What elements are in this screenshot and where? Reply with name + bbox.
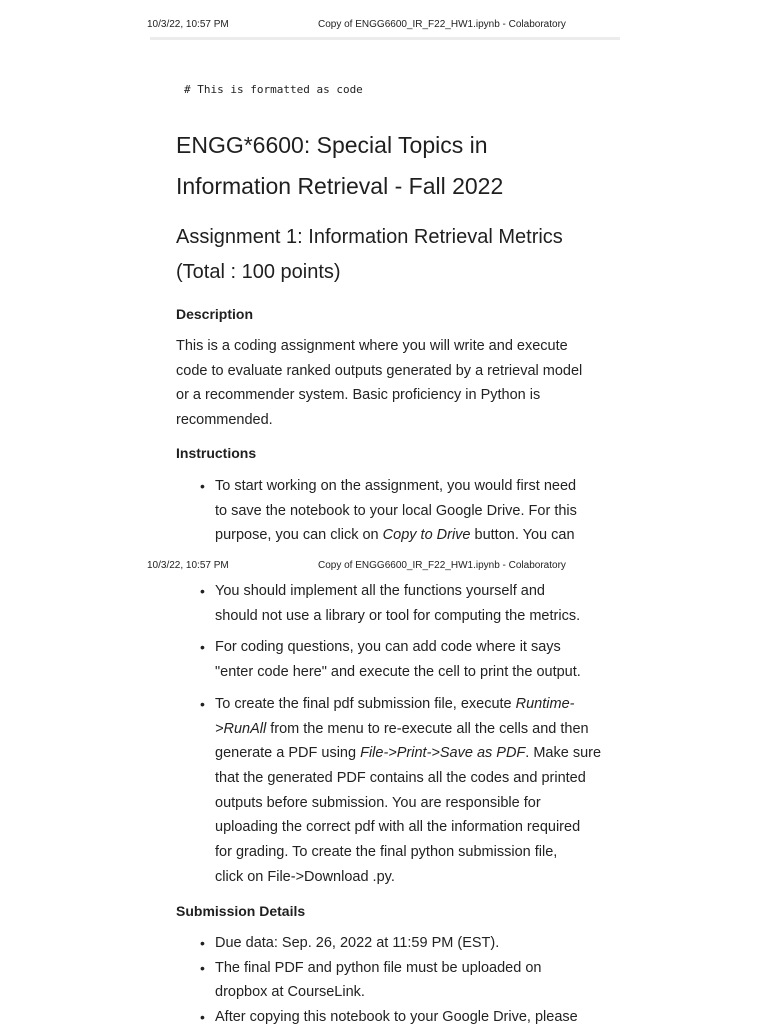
print-title: Copy of ENGG6600_IR_F22_HW1.ipynb - Colaboratory [318, 19, 566, 30]
bullet-icon: • [200, 639, 205, 656]
print-date: 10/3/22, 10:57 PM [147, 19, 229, 30]
list-item: • You should implement all the functions yourself and should not use a library or tool for computing the metrics. [176, 579, 616, 628]
description-heading: Description [176, 306, 254, 322]
submission-heading: Submission Details [176, 903, 306, 919]
bullet-icon: • [200, 478, 205, 494]
bullet-icon: • [200, 1009, 205, 1024]
list-item: • To start working on the assignment, you would first need to save the notebook to your local Google Drive. For this purpose, you can click on Copy to Drive button. You can [176, 474, 616, 545]
description-line: recommended. [176, 412, 273, 429]
print-date: 10/3/22, 10:57 PM [147, 560, 229, 571]
print-header [147, 19, 620, 39]
assignment-title [176, 220, 616, 290]
list-item: • To create the final pdf submission file, execute Runtime- >RunAll from the menu to re-execute all the cells and then generate a PDF using File->Print->Save as PDF. Make sure that the generated PDF contains all the codes and printed outputs before submission. You are responsible for uploading the correct pdf with all the information required for grading. To create the final python submission file, click on File->Download .py. [176, 692, 616, 890]
list-item: • After copying this notebook to your Google Drive, please [176, 1005, 616, 1024]
description-line: This is a coding assignment where you will write and execute [176, 338, 568, 354]
instructions-list [176, 474, 616, 545]
bullet-icon: • [200, 935, 205, 951]
page-two [0, 575, 768, 1024]
description-line: or a recommender system. Basic proficiency in Python is [176, 387, 541, 404]
list-item: • For coding questions, you can add code where it says "enter code here" and execute the cell to print the output. [176, 635, 616, 684]
assignment-title-line-1: Assignment 1: Information Retrieval Metrics [176, 226, 563, 248]
assignment-title-line-2: (Total : 100 points) [176, 261, 341, 283]
list-item: • The final PDF and python file must be uploaded on dropbox at CourseLink. [176, 956, 616, 1005]
instructions-list-continued [176, 579, 616, 889]
course-title-line-2: Information Retrieval - Fall 2022 [176, 173, 504, 199]
description-line: code to evaluate ranked outputs generated by a retrieval model [176, 362, 583, 379]
submission-list [176, 931, 616, 1024]
code-comment: # This is formatted as code [184, 83, 363, 96]
description-text [176, 334, 616, 433]
print-title: Copy of ENGG6600_IR_F22_HW1.ipynb - Colaboratory [318, 560, 566, 571]
instructions-heading: Instructions [176, 445, 257, 461]
bullet-icon: • [200, 583, 205, 599]
course-title-line-1: ENGG*6600: Special Topics in [176, 132, 488, 158]
bullet-icon: • [200, 959, 205, 976]
list-item: • Due data: Sep. 26, 2022 at 11:59 PM (EST). [176, 931, 616, 956]
bullet-icon: • [200, 695, 205, 712]
course-title [176, 125, 616, 207]
header-divider [150, 37, 620, 40]
